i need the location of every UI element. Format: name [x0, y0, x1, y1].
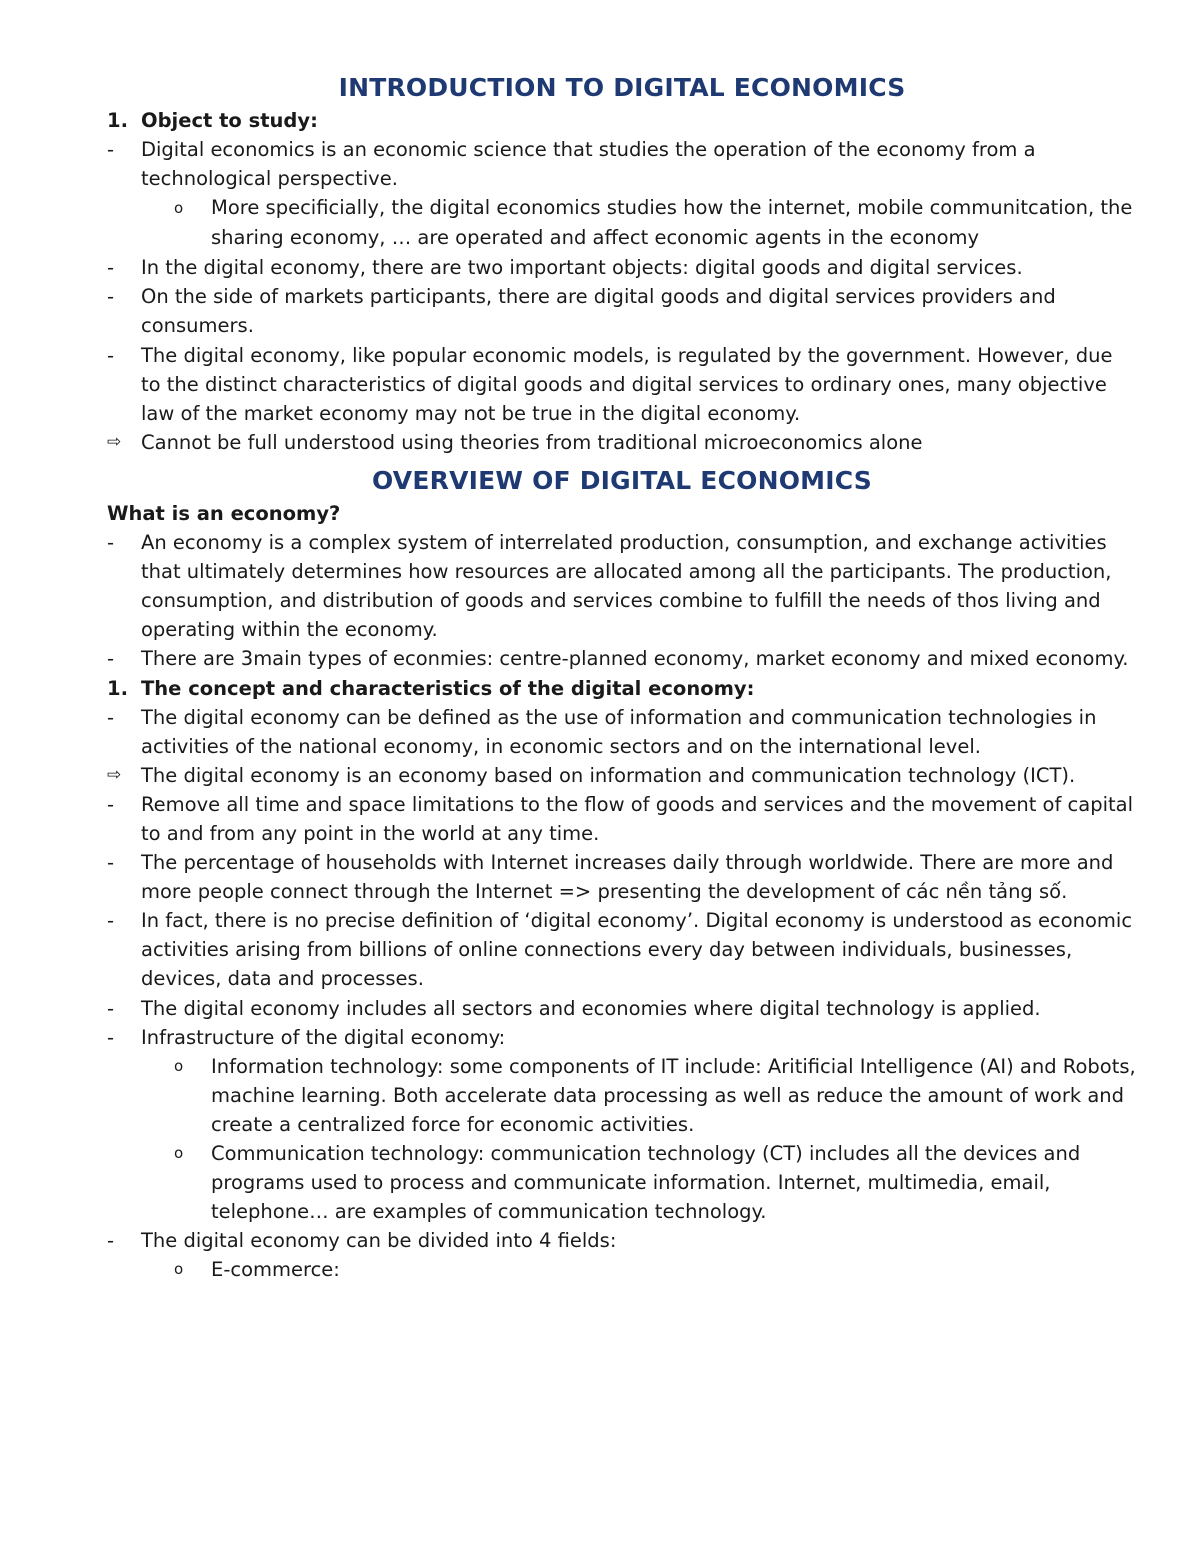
- list-item: [107, 528, 1137, 644]
- dash-bullet: -: [107, 647, 115, 671]
- dash-bullet: -: [107, 531, 115, 555]
- sub-list-item: [107, 1255, 1137, 1284]
- list-item-text: The digital economy can be defined as the use of information and communication technologies in activities of the national economy, in economic sectors and on the international level.: [141, 705, 1097, 758]
- list-item: [107, 644, 1137, 673]
- dash-bullet: -: [107, 851, 115, 875]
- list-item-text: Remove all time and space limitations to the flow of goods and services and the movement of capital to and from any point in the world at any time.: [141, 792, 1134, 845]
- list-item: [107, 1023, 1137, 1052]
- circle-bullet-icon: o: [174, 1056, 184, 1075]
- list-item: [107, 906, 1137, 993]
- dash-bullet: -: [107, 996, 115, 1020]
- section-heading-object: [107, 106, 1137, 135]
- list-item-text: Digital economics is an economic science that studies the operation of the economy from a technological perspective.: [141, 138, 1036, 191]
- list-item-text: In fact, there is no precise definition of ‘digital economy’. Digital economy is understood as economic activities arising from billions of online connections every day between individuals, businesses, devices, data and processes.: [141, 909, 1133, 991]
- list-item-text: The percentage of households with Internet increases daily through worldwide. There are more and more people connect through the Internet => presenting the development of các nền tảng số.: [141, 851, 1114, 904]
- sub-list-item: [107, 1139, 1137, 1226]
- list-item-conclusion: [107, 428, 1137, 457]
- dash-bullet: -: [107, 909, 115, 933]
- dash-bullet: -: [107, 705, 115, 729]
- list-item-text: In the digital economy, there are two important objects: digital goods and digital services.: [141, 256, 1023, 280]
- dash-bullet: -: [107, 792, 115, 816]
- circle-bullet-icon: o: [174, 1260, 184, 1279]
- list-item: [107, 848, 1137, 906]
- sub-list-item: [107, 193, 1137, 253]
- arrow-right-icon: ⇨: [107, 431, 122, 452]
- list-item-conclusion: [107, 761, 1137, 790]
- section-number: 1.: [107, 109, 128, 132]
- section-heading-text: Object to study:: [141, 109, 318, 132]
- dash-bullet: -: [107, 1025, 115, 1049]
- sub-list-item: [107, 1052, 1137, 1139]
- list-item: [107, 253, 1137, 282]
- list-item-text: An economy is a complex system of interrelated production, consumption, and exchange activities that ultimately determines how resources are allocated among all the participants. The production, consumption, and distribution of goods and services combine to fulfill the needs of thos living and operating within the economy.: [141, 531, 1112, 642]
- list-item-text: E-commerce:: [211, 1258, 340, 1282]
- list-item-text: Communication technology: communication technology (CT) includes all the devices and programs used to process and communicate information. Internet, multimedia, email, telephone… are examples of communication technology.: [211, 1142, 1081, 1224]
- section-heading-text: The concept and characteristics of the digital economy:: [141, 676, 755, 700]
- dash-bullet: -: [107, 285, 115, 309]
- dash-bullet: -: [107, 343, 115, 367]
- doc-title-overview: OVERVIEW OF DIGITAL ECONOMICS: [372, 465, 872, 495]
- document-body: [107, 70, 1137, 1284]
- list-item: [107, 703, 1137, 761]
- list-item-text: The digital economy includes all sectors and economies where digital technology is applied.: [141, 996, 1041, 1020]
- section-heading-concept: [107, 674, 1137, 703]
- dash-bullet: -: [107, 256, 115, 280]
- list-item-text: The digital economy is an economy based on information and communication technology (ICT).: [141, 763, 1076, 787]
- circle-bullet-icon: o: [174, 199, 184, 218]
- list-item-text: Cannot be full understood using theories from traditional microeconomics alone: [141, 430, 923, 454]
- arrow-right-icon: ⇨: [107, 764, 122, 785]
- list-item-text: More specificially, the digital economics studies how the internet, mobile communitcation, the sharing economy, … are operated and affect economic agents in the economy: [211, 196, 1133, 250]
- list-item: [107, 341, 1137, 428]
- list-item: [107, 135, 1137, 193]
- list-item: [107, 994, 1137, 1023]
- list-item: [107, 790, 1137, 848]
- question-heading: What is an economy?: [107, 501, 341, 525]
- section-number: 1.: [107, 676, 128, 700]
- list-item-text: There are 3main types of econmies: centre-planned economy, market economy and mixed economy.: [141, 647, 1129, 671]
- circle-bullet-icon: o: [174, 1144, 184, 1162]
- list-item-text: Infrastructure of the digital economy:: [141, 1025, 506, 1049]
- dash-bullet: -: [107, 138, 115, 162]
- list-item-text: The digital economy can be divided into 4 fields:: [141, 1229, 617, 1253]
- list-item-text: On the side of markets participants, there are digital goods and digital services providers and consumers.: [141, 285, 1056, 338]
- list-item: [107, 282, 1137, 340]
- list-item-text: The digital economy, like popular economic models, is regulated by the government. However, due to the distinct characteristics of digital goods and digital services to ordinary ones, many objective law of the market economy may not be true in the digital economy.: [141, 343, 1113, 425]
- doc-title-intro: INTRODUCTION TO DIGITAL ECONOMICS: [338, 73, 906, 102]
- dash-bullet: -: [107, 1229, 115, 1253]
- list-item: [107, 1226, 1137, 1255]
- list-item-text: Information technology: some components of IT include: Aritificial Intelligence (AI) and Robots, machine learning. Both accelerate data processing as well as reduce the amount of work and create a centralized force for economic activities.: [211, 1054, 1136, 1136]
